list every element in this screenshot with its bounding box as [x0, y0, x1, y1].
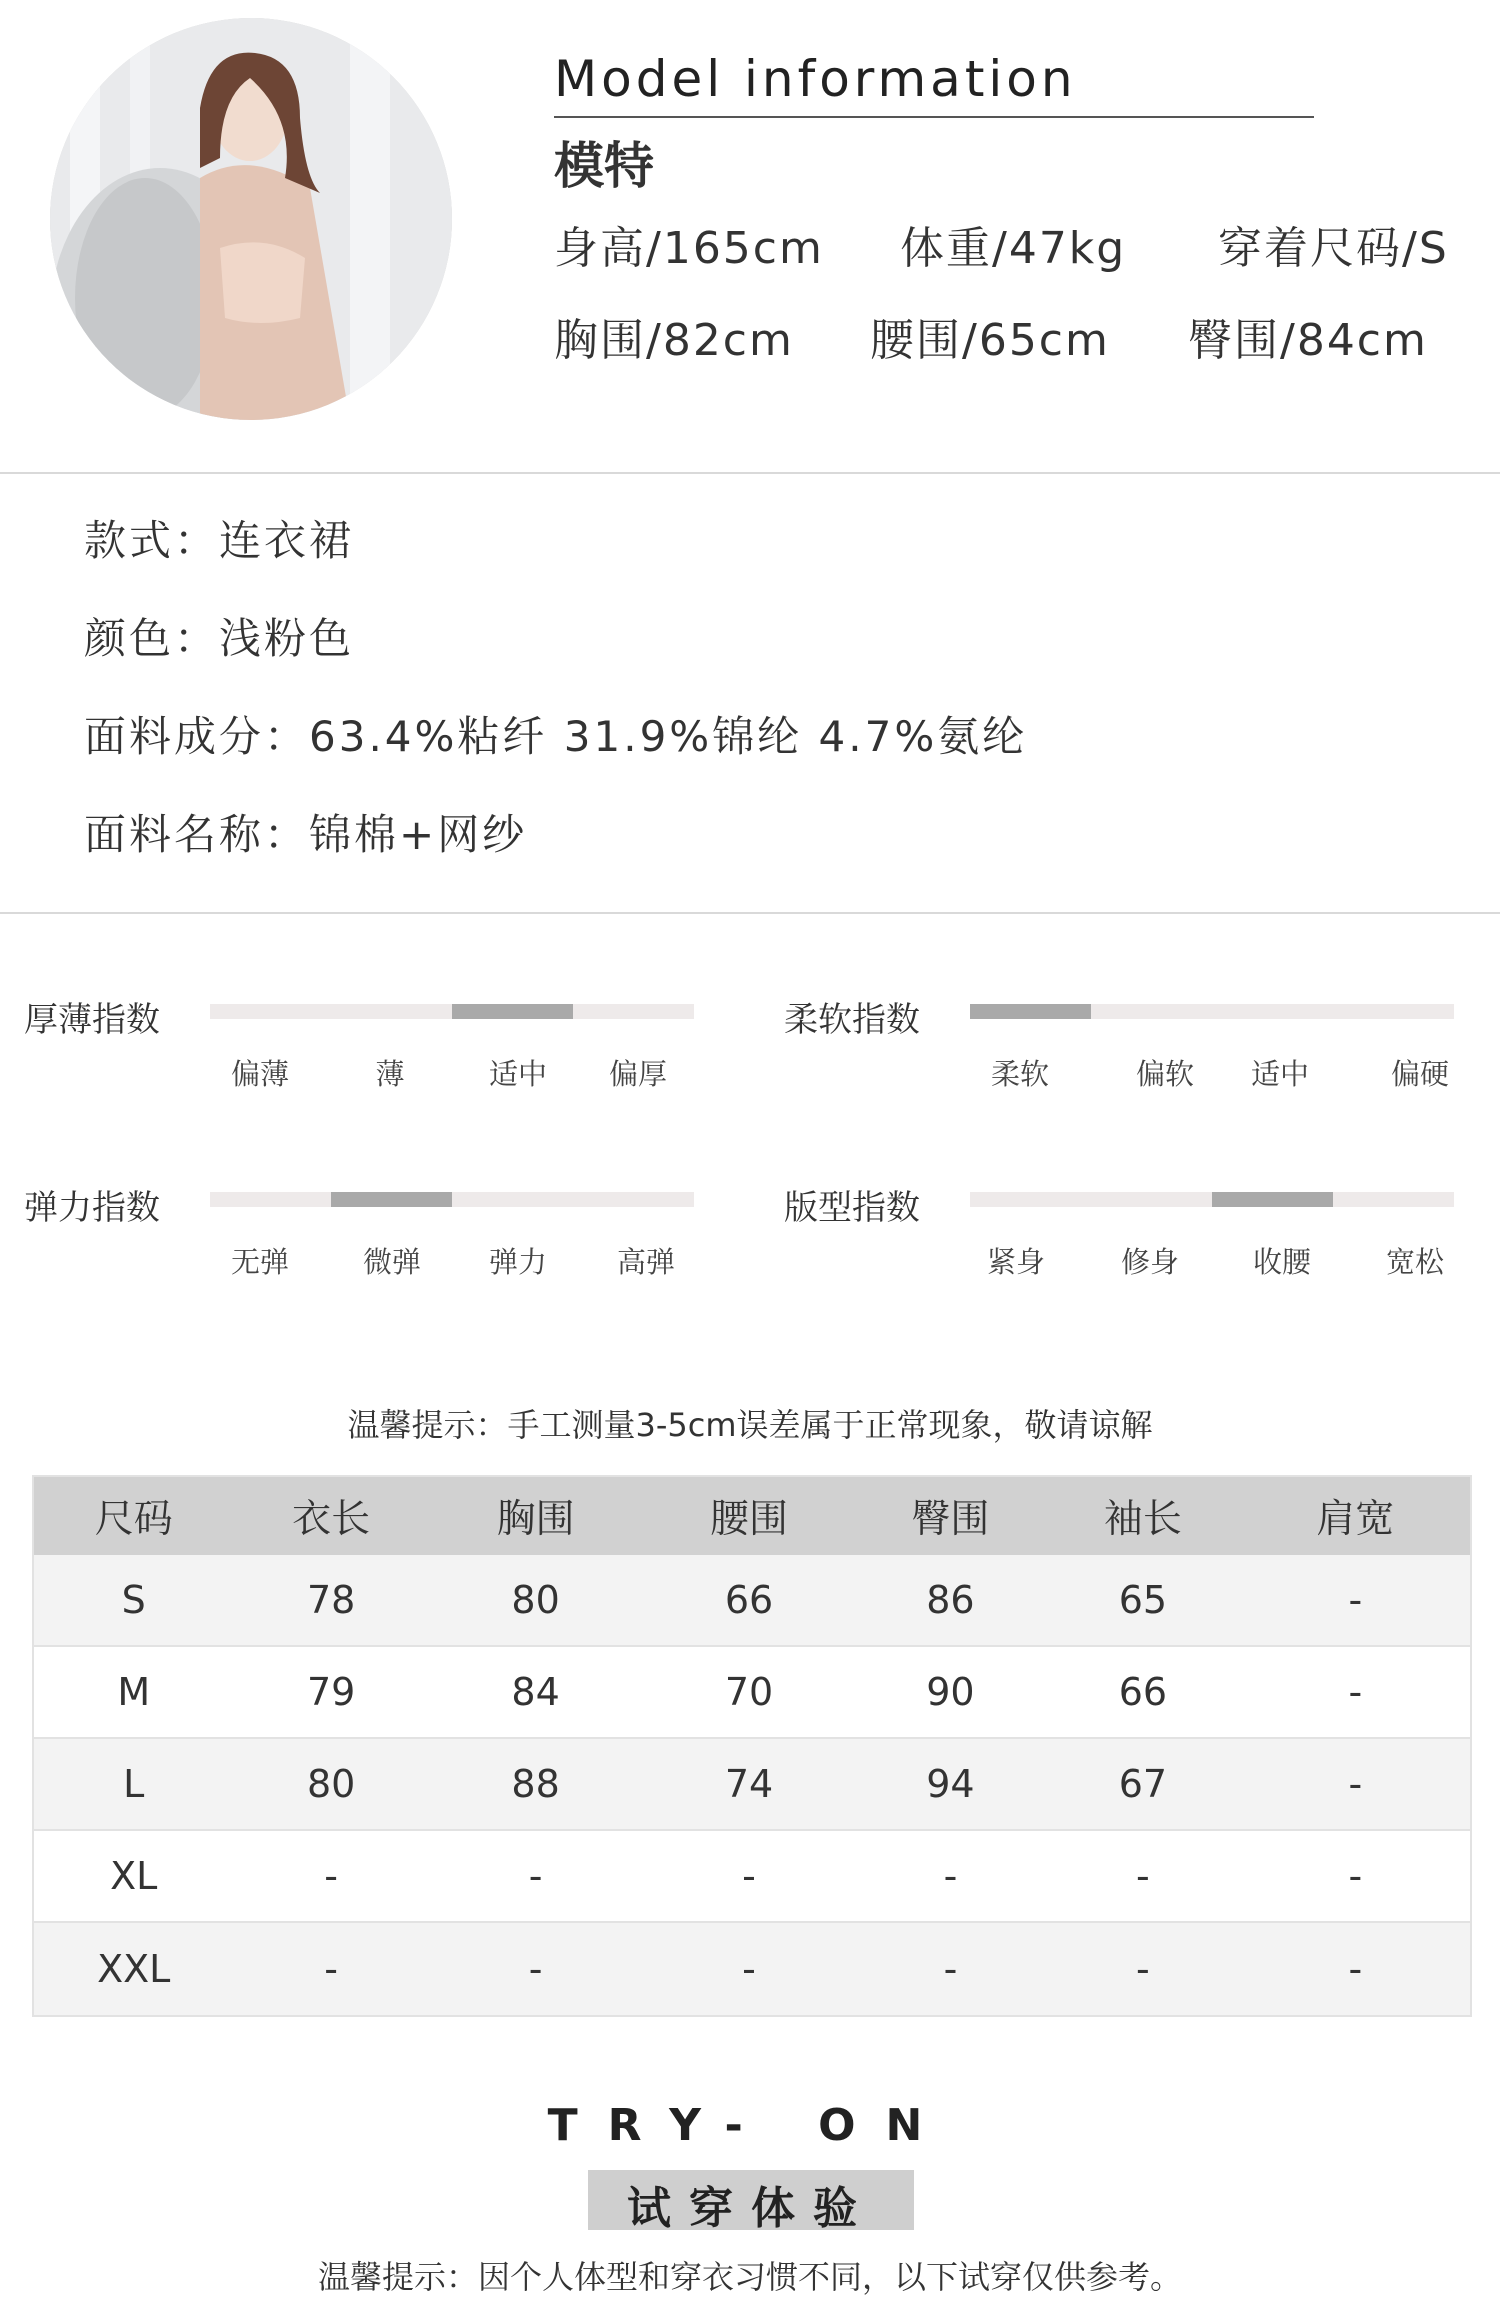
- table-cell: -: [1136, 1947, 1150, 1991]
- table-cell: 94: [926, 1762, 975, 1806]
- index-bar: [210, 1004, 694, 1019]
- index-label: 版型指数: [784, 1188, 920, 1228]
- model-weight: 体重/47kg: [900, 223, 1127, 274]
- table-row: [34, 1739, 1470, 1831]
- table-cell: 79: [306, 1670, 356, 1714]
- index-bar-fill: [331, 1192, 452, 1207]
- index-bar-fill: [1212, 1192, 1333, 1207]
- table-header-cell: 腰围: [709, 1497, 788, 1542]
- index-bar: [970, 1004, 1454, 1019]
- index-bar-fill: [452, 1004, 573, 1019]
- index-label: 弹力指数: [24, 1188, 160, 1228]
- table-cell: 90: [926, 1670, 975, 1714]
- table-cell: 67: [1118, 1762, 1168, 1806]
- index-tick-label: 无弹: [230, 1245, 290, 1279]
- table-cell: -: [528, 1947, 543, 1991]
- table-cell: 70: [724, 1670, 774, 1714]
- title-underline: [554, 116, 1314, 118]
- index-tick-label: 偏硬: [1390, 1057, 1450, 1091]
- index-tick-label: 紧身: [986, 1245, 1046, 1279]
- table-cell: -: [324, 1947, 339, 1991]
- index-tick-label: 偏薄: [230, 1057, 290, 1091]
- table-cell: -: [324, 1854, 339, 1898]
- product-composition: 面料成分：63.4%粘纤 31.9%锦纶 4.7%氨纶: [84, 712, 1028, 761]
- table-cell: 66: [724, 1578, 774, 1622]
- tryon-tip: 温馨提示：因个人体型和穿衣习惯不同，以下试穿仅供参考。: [317, 2258, 1182, 2296]
- index-tick-label: 修身: [1120, 1245, 1180, 1279]
- tryon-title: TRY- ON: [547, 2100, 953, 2151]
- table-cell: -: [742, 1947, 756, 1991]
- table-cell: -: [1348, 1854, 1363, 1898]
- table-row: [34, 1555, 1470, 1647]
- index-tick-label: 适中: [488, 1057, 548, 1091]
- table-cell: 80: [306, 1762, 356, 1806]
- table-cell: XL: [110, 1854, 158, 1898]
- index-tick-label: 高弹: [616, 1245, 676, 1279]
- model-waist: 腰围/65cm: [870, 315, 1110, 366]
- model-bust: 胸围/82cm: [554, 315, 794, 366]
- model-avatar: [50, 18, 452, 420]
- section-divider: [0, 912, 1500, 914]
- table-cell: -: [943, 1947, 958, 1991]
- table-row: [34, 1647, 1470, 1739]
- index-tick-label: 偏厚: [608, 1057, 668, 1091]
- table-cell: -: [943, 1854, 958, 1898]
- index-tick-label: 弹力: [488, 1245, 548, 1279]
- table-cell: -: [1348, 1578, 1363, 1622]
- index-tick-label: 偏软: [1135, 1057, 1195, 1091]
- table-header: [34, 1477, 1470, 1555]
- table-cell: -: [1136, 1854, 1150, 1898]
- index-tick-label: 柔软: [990, 1057, 1050, 1091]
- table-header-cell: 尺码: [94, 1497, 173, 1542]
- index-label: 柔软指数: [784, 1000, 920, 1040]
- table-cell: 86: [926, 1578, 975, 1622]
- product-fabric: 面料名称：锦棉+网纱: [84, 810, 528, 859]
- model-hip: 臀围/84cm: [1188, 315, 1428, 366]
- table-cell: -: [528, 1854, 543, 1898]
- section-divider: [0, 472, 1500, 474]
- index-bar: [970, 1192, 1454, 1207]
- table-cell: S: [121, 1578, 146, 1622]
- table-header-cell: 胸围: [496, 1497, 575, 1542]
- table-cell: 66: [1118, 1670, 1168, 1714]
- index-label: 厚薄指数: [24, 1000, 160, 1040]
- index-bar-fill: [970, 1004, 1091, 1019]
- table-cell: 88: [511, 1762, 560, 1806]
- table-header-cell: 衣长: [292, 1497, 371, 1542]
- product-color: 颜色：浅粉色: [84, 614, 355, 663]
- table-cell: 74: [724, 1762, 774, 1806]
- table-cell: 78: [306, 1578, 356, 1622]
- table-row: [34, 1831, 1470, 1923]
- table-cell: 84: [511, 1670, 560, 1714]
- table-cell: -: [1348, 1762, 1363, 1806]
- model-info-subtitle: 模特: [554, 137, 654, 195]
- table-cell: -: [1348, 1670, 1363, 1714]
- index-bar: [210, 1192, 694, 1207]
- table-cell: M: [117, 1670, 151, 1714]
- table-row: [34, 1923, 1470, 2015]
- table-cell: -: [742, 1854, 756, 1898]
- table-cell: -: [1348, 1947, 1363, 1991]
- model-info-title: Model information: [554, 50, 1077, 108]
- measure-tip: 温馨提示：手工测量3-5cm误差属于正常现象，敬请谅解: [347, 1406, 1153, 1444]
- table-header-cell: 袖长: [1103, 1497, 1182, 1542]
- table-cell: XXL: [97, 1947, 171, 1991]
- size-table: [32, 1475, 1472, 2017]
- index-tick-label: 微弹: [362, 1245, 422, 1279]
- model-height: 身高/165cm: [554, 223, 824, 274]
- table-cell: 80: [511, 1578, 560, 1622]
- table-header-cell: 臀围: [911, 1497, 990, 1542]
- table-cell: 65: [1118, 1578, 1168, 1622]
- index-tick-label: 收腰: [1252, 1245, 1312, 1279]
- tryon-title-cn: 试穿体验: [627, 2183, 875, 2234]
- model-size: 穿着尺码/S: [1218, 223, 1449, 274]
- index-tick-label: 适中: [1250, 1057, 1310, 1091]
- index-tick-label: 宽松: [1385, 1245, 1445, 1279]
- table-cell: L: [123, 1762, 145, 1806]
- index-tick-label: 薄: [375, 1057, 405, 1091]
- product-style: 款式：连衣裙: [84, 516, 355, 565]
- table-header-cell: 肩宽: [1316, 1497, 1395, 1542]
